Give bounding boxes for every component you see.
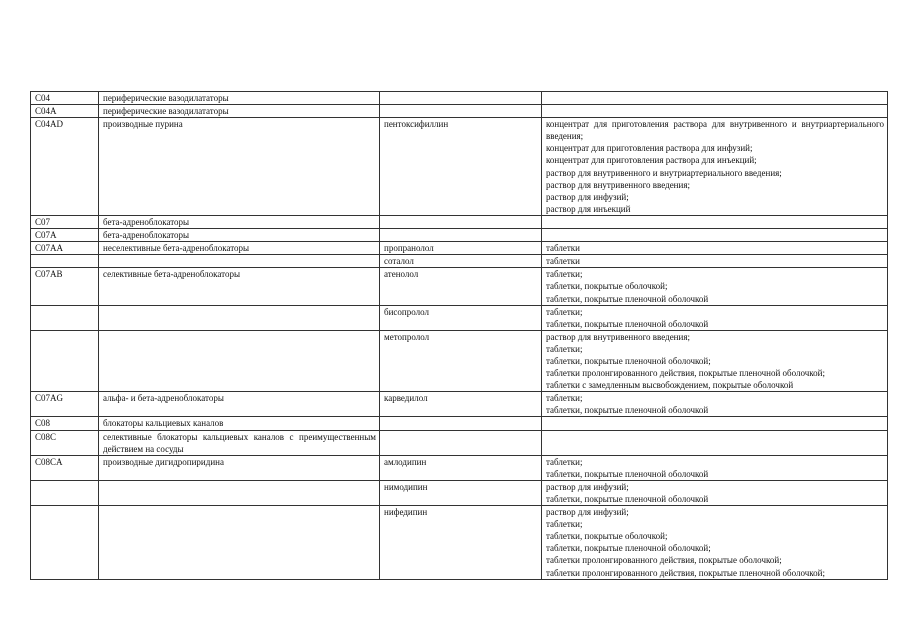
dosage-form-line: таблетки, покрытые пленочной оболочкой — [546, 494, 709, 504]
dosage-forms-cell — [542, 268, 888, 305]
table-row — [31, 330, 888, 391]
dosage-form-line: таблетки, покрытые пленочной оболочкой; — [546, 543, 711, 554]
group-name-cell: неселективные бета-адреноблокаторы — [99, 242, 380, 255]
table-row — [31, 229, 888, 242]
group-name-cell — [99, 506, 380, 580]
table-row — [31, 480, 888, 505]
atc-code-cell: C04 — [31, 92, 99, 105]
dosage-form-line: таблетки; — [546, 269, 583, 280]
dosage-form-line: раствор для инфузий; — [546, 481, 629, 492]
dosage-form-line: раствор для инъекций — [546, 203, 631, 214]
dosage-forms-cell — [542, 118, 888, 216]
drug-name-cell: карведилол — [380, 392, 542, 417]
dosage-forms-cell — [542, 330, 888, 391]
table-row — [31, 92, 888, 105]
atc-code-cell: C08C — [31, 430, 99, 455]
drug-name-cell — [380, 229, 542, 242]
dosage-form-line: концентрат для приготовления раствора для инфузий; — [546, 143, 753, 154]
dosage-form-line: раствор для внутривенного введения; — [546, 179, 690, 190]
dosage-forms-cell — [542, 92, 888, 105]
drug-name-cell: метопролол — [380, 330, 542, 391]
dosage-forms-cell — [542, 105, 888, 118]
table-row — [31, 268, 888, 305]
dosage-form-line: таблетки пролонгированного действия, покрытые пленочной оболочкой; — [546, 368, 825, 379]
dosage-forms-cell — [542, 229, 888, 242]
dosage-form-line: таблетки; — [546, 343, 583, 354]
drug-name-cell: пропранолол — [380, 242, 542, 255]
table-row — [31, 430, 888, 455]
group-name-cell — [99, 255, 380, 268]
drug-name-cell — [380, 417, 542, 430]
dosage-form-line: раствор для инфузий; — [546, 507, 629, 518]
dosage-forms-cell — [542, 506, 888, 580]
dosage-forms-cell — [542, 242, 888, 255]
drug-name-cell — [380, 105, 542, 118]
atc-code-cell — [31, 305, 99, 330]
dosage-form-line: таблетки, покрытые пленочной оболочкой — [546, 293, 709, 304]
dosage-forms-cell — [542, 455, 888, 480]
table-row — [31, 118, 888, 216]
atc-code-cell — [31, 255, 99, 268]
dosage-form-line: таблетки, покрытые оболочкой; — [546, 281, 668, 292]
dosage-form-line: таблетки — [546, 243, 581, 254]
group-name-cell: периферические вазодилататоры — [99, 92, 380, 105]
group-name-cell: селективные бета-адреноблокаторы — [99, 268, 380, 305]
dosage-form-line: концентрат для приготовления раствора для внутривенного и внутриартериального введения; — [546, 119, 884, 142]
atc-code-cell: C07A — [31, 229, 99, 242]
dosage-form-line: таблетки, покрытые пленочной оболочкой — [546, 405, 709, 416]
dosage-form-line: таблетки; — [546, 393, 583, 404]
table-row — [31, 255, 888, 268]
dosage-form-line: таблетки с замедленным высвобождением, покрытые оболочкой — [546, 380, 794, 391]
drug-name-cell: амлодипин — [380, 455, 542, 480]
table-row — [31, 105, 888, 118]
dosage-forms-cell — [542, 480, 888, 505]
dosage-form-line: таблетки, покрытые оболочкой; — [546, 531, 668, 542]
drug-name-cell: нифедипин — [380, 506, 542, 580]
drug-name-cell — [380, 215, 542, 228]
dosage-forms-cell — [542, 430, 888, 455]
dosage-form-line: раствор для инфузий; — [546, 191, 629, 202]
atc-code-cell: C04A — [31, 105, 99, 118]
drug-name-cell: соталол — [380, 255, 542, 268]
table-row — [31, 305, 888, 330]
group-name-cell: бета-адреноблокаторы — [99, 215, 380, 228]
group-name-cell — [99, 305, 380, 330]
drug-name-cell: атенолол — [380, 268, 542, 305]
atc-code-cell: C07AG — [31, 392, 99, 417]
dosage-form-line: раствор для внутривенного введения; — [546, 331, 690, 342]
table-row — [31, 417, 888, 430]
table-row — [31, 242, 888, 255]
drug-name-cell: пентоксифиллин — [380, 118, 542, 216]
dosage-form-line: концентрат для приготовления раствора для инъекций; — [546, 155, 757, 166]
drug-name-cell: нимодипин — [380, 480, 542, 505]
group-name-cell: селективные блокаторы кальциевых каналов с преимущественным действием на сосуды — [99, 430, 380, 455]
dosage-forms-cell — [542, 215, 888, 228]
dosage-form-line: таблетки; — [546, 519, 583, 530]
table-row — [31, 506, 888, 580]
dosage-form-line: таблетки пролонгированного действия, покрытые пленочной оболочкой; — [546, 567, 825, 578]
atc-code-cell — [31, 480, 99, 505]
dosage-form-line: таблетки; — [546, 306, 583, 317]
drug-name-cell — [380, 92, 542, 105]
dosage-form-line: таблетки, покрытые пленочной оболочкой; — [546, 355, 711, 366]
dosage-form-line: таблетки; — [546, 456, 583, 467]
dosage-forms-cell — [542, 392, 888, 417]
atc-code-cell: C08CA — [31, 455, 99, 480]
dosage-form-line: таблетки — [546, 256, 581, 267]
group-name-cell: производные дигидропиридина — [99, 455, 380, 480]
drug-table-body — [31, 92, 888, 580]
group-name-cell: периферические вазодилататоры — [99, 105, 380, 118]
atc-code-cell — [31, 506, 99, 580]
table-row — [31, 455, 888, 480]
group-name-cell: бета-адреноблокаторы — [99, 229, 380, 242]
group-name-cell: блокаторы кальциевых каналов — [99, 417, 380, 430]
dosage-forms-cell — [542, 255, 888, 268]
dosage-form-line: таблетки пролонгированного действия, покрытые оболочкой; — [546, 555, 782, 566]
dosage-form-line: таблетки, покрытые пленочной оболочкой — [546, 468, 709, 479]
atc-code-cell: C07AA — [31, 242, 99, 255]
table-row — [31, 392, 888, 417]
dosage-forms-cell — [542, 305, 888, 330]
atc-code-cell — [31, 330, 99, 391]
group-name-cell: производные пурина — [99, 118, 380, 216]
atc-code-cell: C04AD — [31, 118, 99, 216]
table-row — [31, 215, 888, 228]
drug-name-cell: бисопролол — [380, 305, 542, 330]
atc-code-cell: C07AB — [31, 268, 99, 305]
document-page — [30, 91, 887, 580]
group-name-cell — [99, 480, 380, 505]
dosage-form-line: раствор для внутривенного и внутриартериального введения; — [546, 167, 782, 178]
group-name-cell: альфа- и бета-адреноблокаторы — [99, 392, 380, 417]
atc-code-cell: C07 — [31, 215, 99, 228]
group-name-cell — [99, 330, 380, 391]
atc-code-cell: C08 — [31, 417, 99, 430]
drug-table — [30, 91, 888, 580]
drug-name-cell — [380, 430, 542, 455]
dosage-forms-cell — [542, 417, 888, 430]
dosage-form-line: таблетки, покрытые пленочной оболочкой — [546, 318, 709, 329]
